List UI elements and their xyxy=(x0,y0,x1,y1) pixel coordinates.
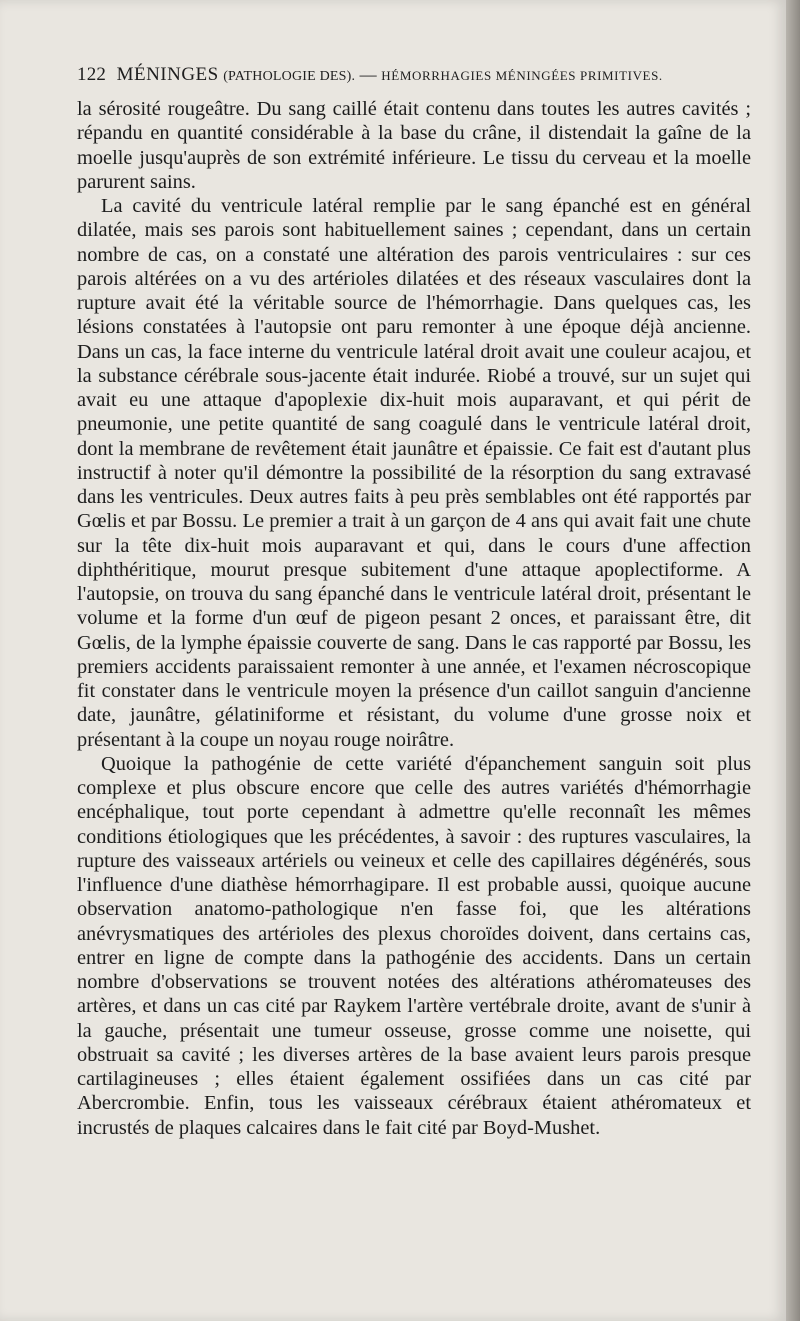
paragraph-1: la sérosité rougeâtre. Du sang caillé était contenu dans toutes les autres cavités ; répandu en quantité considérable à la base du crâne, il distendait la gaîne de la moelle jusqu'auprès de son extrémité inférieure. Le tissu du cerveau et la moelle parurent sains. xyxy=(77,98,751,193)
page-gutter-shadow xyxy=(786,0,800,1321)
paragraph-2: La cavité du ventricule latéral remplie par le sang épanché est en général dilatée, mais ses parois sont habituellement saines ; cependant, dans un certain nombre de cas, on a constaté une altération des parois ventriculaires : sur ces parois altérées on a vu des artérioles dilatées et des réseaux vasculaires dont la rupture avait été la véritable source de l'hémorrhagie. Dans quelques cas, les lésions constatées à l'autopsie ont paru remonter à une époque déjà ancienne. Dans un cas, la face interne du ventricule latéral droit avait une couleur acajou, et la substance cérébrale sous-jacente était indurée. Riobé a trouvé, sur un sujet qui avait eu une attaque d'apoplexie dix-huit mois auparavant, et qui périt de pneumonie, une petite quantité de sang coagulé dans le ventricule latéral droit, dont la membrane de revêtement était jaunâtre et épaissie. Ce fait est d'autant plus instructif à noter qu'il démontre la possibilité de la résorption du sang extravasé dans les ventricules. Deux autres faits à peu près semblables ont été rapportés par Gœlis et par Bossu. Le premier a trait à un garçon de 4 ans qui avait fait une chute sur la tête dix-huit mois auparavant et qui, dans le cours d'une affection diphthéritique, mourut presque subitement d'une attaque apoplectiforme. A l'autopsie, on trouva du sang épanché dans le ventricule latéral droit, présentant le volume et la forme d'un œuf de pigeon pesant 2 onces, et paraissant être, dit Gœlis, de la lymphe épaissie couverte de sang. Dans le cas rapporté par Bossu, les premiers accidents paraissaient remonter à une année, et l'examen nécroscopique fit constater dans le ventricule moyen la présence d'un caillot sanguin d'ancienne date, jaunâtre, gélatiniforme et résistant, du volume d'une grosse noix et présentant à la coupe un noyau rouge noirâtre. xyxy=(77,195,751,751)
paragraph-3: Quoique la pathogénie de cette variété d'épanchement sanguin soit plus complexe et plus obscure encore que celle des autres variétés d'hémorrhagie encéphalique, tout porte cependant à admettre qu'elle reconnaît les mêmes conditions étiologiques que les précédentes, à savoir : des ruptures vasculaires, la rupture des vaisseaux artériels ou veineux et celle des capillaires dégénérés, sous l'influence d'une diathèse hémorrhagipare. Il est probable aussi, quoique aucune observation anatomo-pathologique n'en fasse foi, que les altérations anévrysmatiques des artérioles des plexus choroïdes doivent, dans certains cas, entrer en ligne de compte dans la pathogénie des accidents. Dans un certain nombre d'observations se trouvent notées des altérations athéromateuses des artères, et dans un cas cité par Raykem l'artère vertébrale droite, avant de s'unir à la gauche, présentait une tumeur osseuse, grosse comme une noisette, qui obstruait sa cavité ; les diverses artères de la base avaient leurs parois presque cartilagineuses ; elles étaient également ossifiées dans un cas cité par Abercrombie. Enfin, tous les vaisseaux cérébraux étaient athéromateux et incrustés de plaques calcaires dans le fait cité par Boyd-Mushet. xyxy=(77,752,751,1139)
header-subtitle: (PATHOLOGIE DES). xyxy=(223,69,356,84)
header-section: HÉMORRHAGIES MÉNINGÉES PRIMITIVES. xyxy=(381,68,663,83)
page-number: 122 xyxy=(77,64,107,85)
header-separator: — xyxy=(359,65,377,84)
running-header xyxy=(77,64,757,86)
header-title: MÉNINGES xyxy=(116,64,219,85)
body-text xyxy=(77,97,751,1140)
